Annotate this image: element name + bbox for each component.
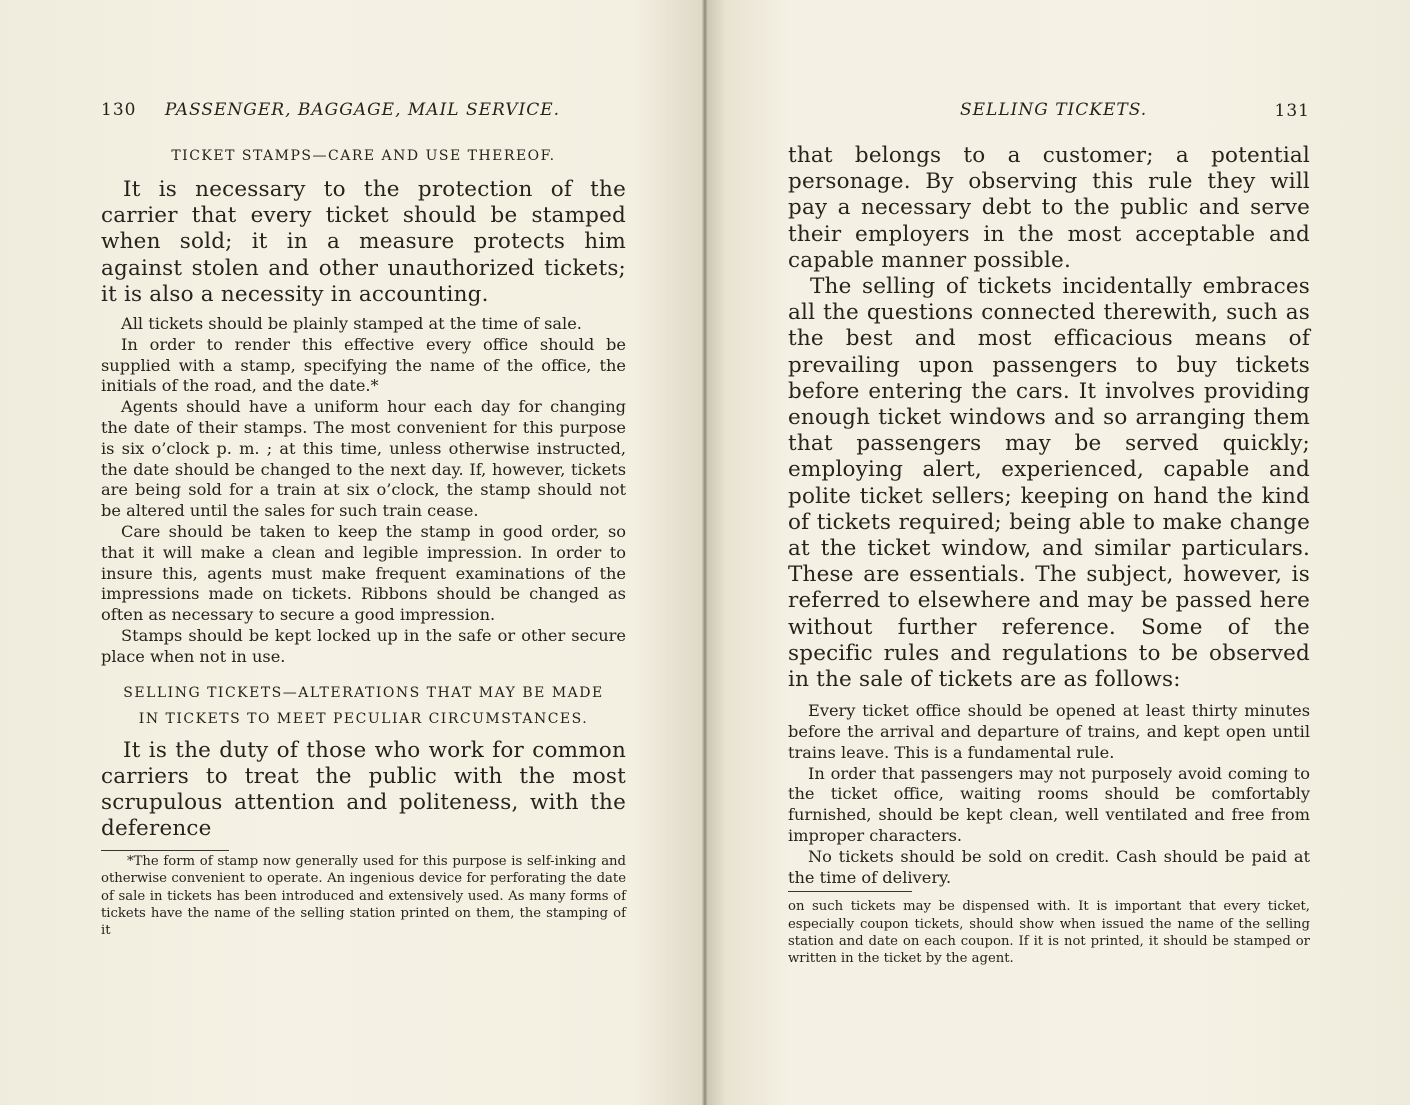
stamp-rule: In order to render this effective every office should be supplied with a stamp, specifying the name of the office, the initials of the road, and the date.*	[101, 334, 626, 396]
left-running-head	[101, 100, 626, 120]
stamp-rule: Care should be taken to keep the stamp in good order, so that it will make a clean and legible impression. In order to insure this, agents must make frequent examinations of the impressions made on tickets. Ribbons should be changed as often as necessary to secure a good impression.	[101, 521, 626, 625]
stamp-rule: Agents should have a uniform hour each day for changing the date of their stamps. The most convenient for this purpose is six o’clock p. m. ; at this time, unless otherwise instructed, the date should be changed to the next day. If, however, tickets are being sold for a train at six o’clock, the stamp should not be altered until the sales for such train cease.	[101, 397, 626, 521]
ticket-office-rule: Every ticket office should be opened at least thirty minutes before the arrival and departure of trains, and kept open until trains leave. This is a fundamental rule.	[788, 701, 1310, 762]
left-column	[101, 143, 626, 939]
continuation-paragraph: that belongs to a customer; a potential personage. By observing this rule they will pay a necessary debt to the public and serve their employers in the most acceptable and capable manner possible.	[788, 143, 1310, 273]
section-heading-ticket-stamps: TICKET STAMPS—CARE AND USE THEREOF.	[171, 148, 556, 164]
stamp-rule: All tickets should be plainly stamped at the time of sale.	[121, 314, 582, 334]
footnote-continued: on such tickets may be dispensed with. It is important that every ticket, especially coupon tickets, should show when issued the name of the selling station and date on each coupon. If it is not printed, it should be stamped or written in the ticket by the agent.	[788, 899, 1310, 966]
stamp-rule: Stamps should be kept locked up in the safe or other secure place when not in use.	[101, 625, 626, 666]
footnote: *The form of stamp now generally used for this purpose is self-inking and otherwise convenient to operate. An ingenious device for perforating the date of sale in tickets has been introduced and extensively used. As many forms of tickets have the name of the selling station printed on them, the stamping of it	[101, 854, 626, 938]
section-heading-selling-tickets	[101, 680, 626, 732]
section-intro-ticket-stamps: It is necessary to the protection of the carrier that every ticket should be stamped when sold; it in a measure protects him against stolen and other unauthorized tickets; it is also a necessity in accounting.	[101, 177, 626, 307]
section-heading-line: SELLING TICKETS—ALTERATIONS THAT MAY BE MADE	[123, 684, 604, 701]
ticket-office-rules	[788, 701, 1310, 888]
ticket-office-rule: In order that passengers may not purposely avoid coming to the ticket office, waiting rooms should be comfortably furnished, should be kept clean, well ventilated and free from improper characters.	[788, 763, 1310, 846]
right-column	[788, 143, 1310, 967]
right-page	[705, 0, 1410, 1105]
ticket-office-rule: No tickets should be sold on credit. Cash should be paid at the time of delivery.	[788, 846, 1310, 887]
right-page-number: 131	[1274, 101, 1310, 121]
section-intro-selling-tickets: It is the duty of those who work for common carriers to treat the public with the most scrupulous attention and politeness, with the deference	[101, 737, 626, 842]
left-running-title: PASSENGER, BAGGAGE, MAIL SERVICE.	[164, 100, 561, 120]
section-heading-line: IN TICKETS TO MEET PECULIAR CIRCUMSTANCES.	[138, 710, 589, 727]
selling-tickets-paragraph: The selling of tickets incidentally embraces all the questions connected therewith, such as the best and most efficacious means of prevailing upon passengers to buy tickets before entering the cars. It involves providing enough ticket windows and so arranging them that passengers may be served quickly; employing alert, experienced, capable and polite ticket sellers; keeping on hand the kind of tickets required; being able to make change at the ticket window, and similar particulars. These are essentials. The subject, however, is referred to elsewhere and may be passed here without further reference. Some of the specific rules and regulations to be observed in the sale of tickets are as follows:	[788, 274, 1310, 693]
right-running-title: SELLING TICKETS.	[960, 100, 1148, 120]
left-page-number: 130	[101, 100, 137, 120]
footnote-rule	[101, 850, 229, 851]
stamp-rules	[101, 314, 626, 668]
footnote-rule	[788, 891, 912, 892]
book-gutter	[702, 0, 708, 1105]
